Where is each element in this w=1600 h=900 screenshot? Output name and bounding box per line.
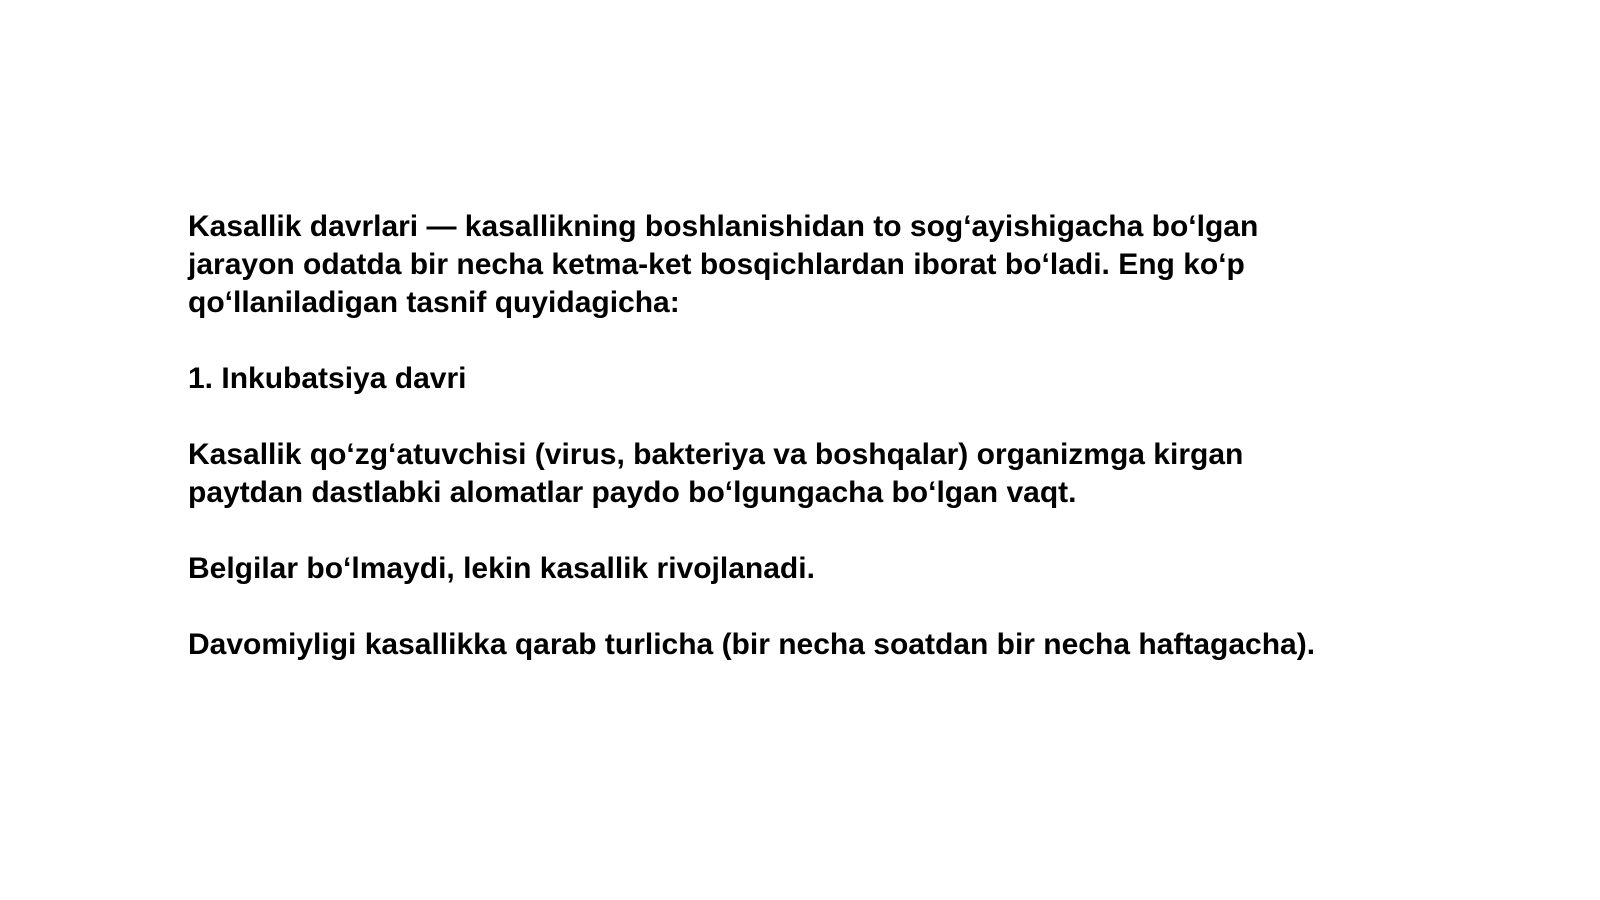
document-text: Kasallik davrlari — kasallikning boshlanishidan to sogʻayishigacha boʻlgan jarayon odatda bir necha ketma-ket bosqichlardan iborat boʻladi. Eng koʻp qoʻllaniladigan tasnif quyidagicha: 1. Inkubatsiya davri Kasallik qoʻzgʻatuvchisi (virus, bakteriya va boshqalar) organizmga kirgan paytdan dastlabki alomatlar paydo boʻlgungacha boʻlgan vaqt. Belgilar boʻlmaydi, lekin kasallik rivojlanadi. Davomiyligi kasallikka qarab turlicha (bir necha soatdan bir necha haftagacha).: [188, 210, 1316, 661]
